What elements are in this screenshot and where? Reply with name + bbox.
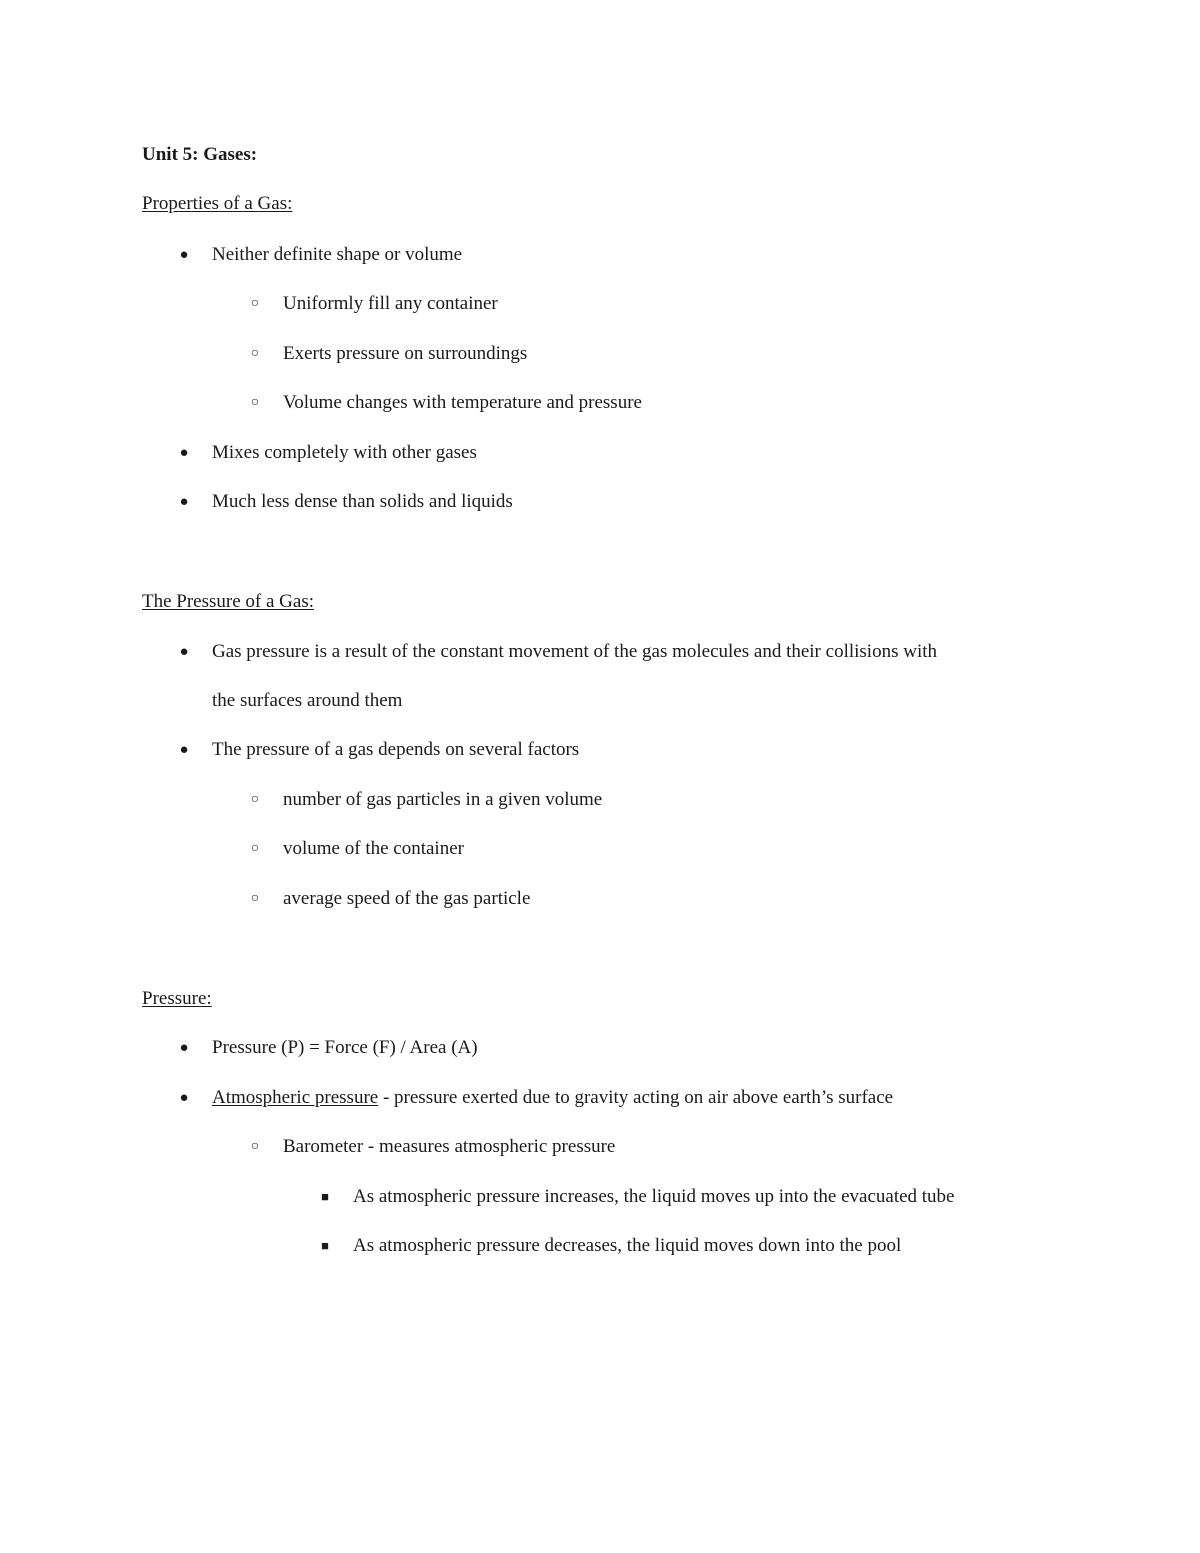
bullet-circle: ○ xyxy=(250,792,260,807)
bullet-circle: ○ xyxy=(250,891,260,906)
list-item: As atmospheric pressure decreases, the liquid moves down into the pool xyxy=(353,1235,902,1256)
section-heading-pressure-of-gas: The Pressure of a Gas: xyxy=(142,591,315,612)
bullet-disc: ● xyxy=(179,494,189,510)
list-item: Much less dense than solids and liquids xyxy=(212,491,513,512)
term-atmospheric-pressure: Atmospheric pressure xyxy=(212,1087,379,1108)
bullet-disc: ● xyxy=(179,1040,189,1056)
list-item: The pressure of a gas depends on several factors xyxy=(212,739,580,760)
bullet-square: ■ xyxy=(321,1189,329,1204)
bullet-circle: ○ xyxy=(250,1139,260,1154)
list-item: Uniformly fill any container xyxy=(283,293,498,314)
list-item: volume of the container xyxy=(283,838,464,859)
section-heading-properties: Properties of a Gas: xyxy=(142,193,293,214)
list-item: Pressure (P) = Force (F) / Area (A) xyxy=(212,1037,478,1058)
list-item: Mixes completely with other gases xyxy=(212,442,477,463)
bullet-disc: ● xyxy=(179,1090,189,1106)
list-item: Volume changes with temperature and pressure xyxy=(283,392,642,413)
list-item-line1: Gas pressure is a result of the constant movement of the gas molecules and their collisions with xyxy=(212,641,937,662)
list-item: average speed of the gas particle xyxy=(283,888,531,909)
bullet-circle: ○ xyxy=(250,395,260,410)
bullet-circle: ○ xyxy=(250,346,260,361)
list-item: Exerts pressure on surroundings xyxy=(283,343,528,364)
bullet-disc: ● xyxy=(179,445,189,461)
bullet-disc: ● xyxy=(179,247,189,263)
definition-text: - pressure exerted due to gravity acting on air above earth’s surface xyxy=(378,1087,894,1108)
bullet-square: ■ xyxy=(321,1238,329,1253)
bullet-disc: ● xyxy=(179,644,189,660)
list-item xyxy=(212,1086,893,1110)
list-item: As atmospheric pressure increases, the liquid moves up into the evacuated tube xyxy=(353,1186,955,1207)
list-item: Neither definite shape or volume xyxy=(212,244,463,265)
bullet-circle: ○ xyxy=(250,841,260,856)
list-item-line2: the surfaces around them xyxy=(212,690,403,711)
list-item: Barometer - measures atmospheric pressure xyxy=(283,1136,616,1157)
section-heading-pressure: Pressure: xyxy=(142,988,212,1009)
list-item: number of gas particles in a given volume xyxy=(283,789,603,810)
document-title: Unit 5: Gases: xyxy=(142,144,258,165)
bullet-disc: ● xyxy=(179,742,189,758)
bullet-circle: ○ xyxy=(250,296,260,311)
